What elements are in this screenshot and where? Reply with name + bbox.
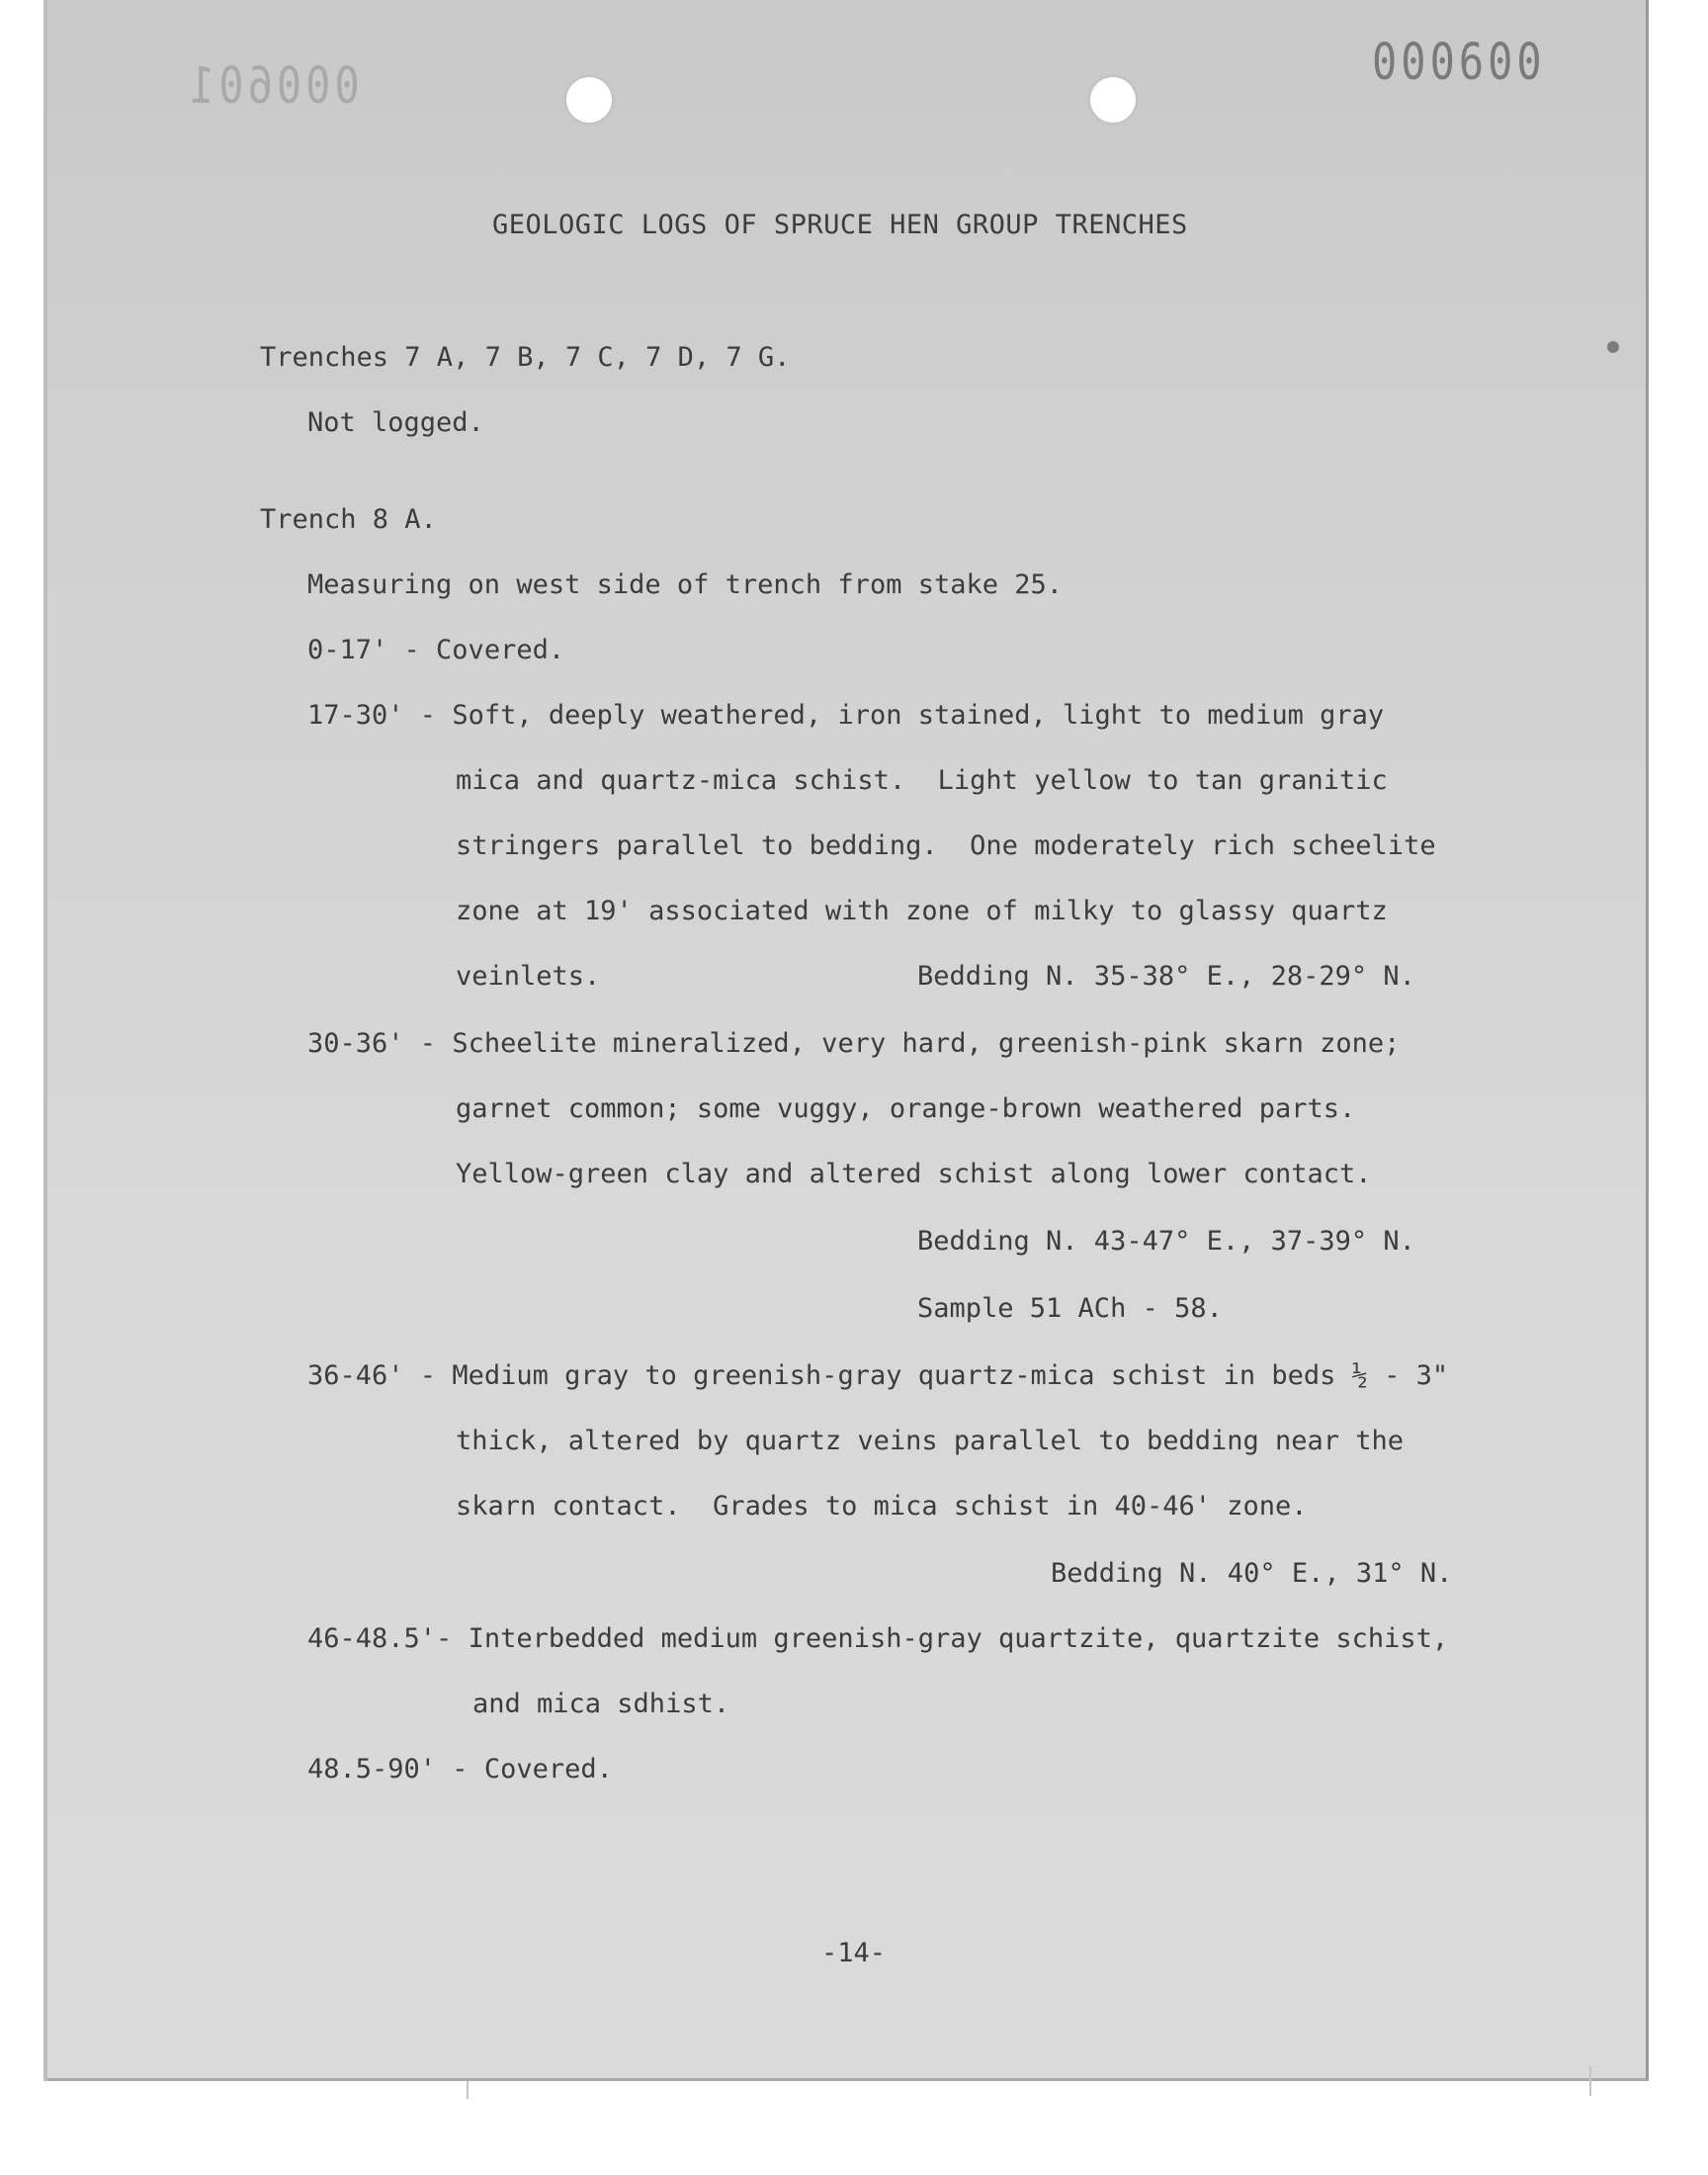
entry-continuation: Yellow-green clay and altered schist along lower contact. [456, 1159, 1372, 1189]
entry-continuation: garnet common; some vuggy, orange-brown weathered parts. [456, 1093, 1356, 1124]
document-number-stamp: 000600 [1372, 33, 1546, 91]
sample-id: Sample 51 ACh - 58. [917, 1293, 1223, 1324]
entry-text: Interbedded medium greenish-gray quartzite, quartzite schist, [468, 1623, 1449, 1654]
interval-label: 48.5-90' - [307, 1754, 484, 1784]
entry-continuation: mica and quartz-mica schist. Light yellow to tan granitic [456, 765, 1388, 796]
entry-text: Scheelite mineralized, very hard, greenish-pink skarn zone; [452, 1028, 1401, 1059]
bedding-measurement: Bedding N. 43-47° E., 37-39° N. [917, 1226, 1415, 1257]
paper-speck [1607, 341, 1619, 353]
log-entry-30-36 [307, 1028, 1400, 1060]
entry-continuation: stringers parallel to bedding. One moderately rich scheelite [456, 830, 1436, 861]
interval-label: 30-36' - [307, 1028, 453, 1059]
bedding-measurement: Bedding N. 40° E., 31° N. [1051, 1558, 1453, 1589]
log-entry-36-46 [307, 1360, 1448, 1392]
interval-label: 17-30' - [307, 700, 453, 731]
page-number: -14- [821, 1938, 887, 1968]
entry-text: Soft, deeply weathered, iron stained, light to medium gray [452, 700, 1385, 731]
entry-text: Medium gray to greenish-gray quartz-mica schist in beds ½ - 3" [452, 1360, 1449, 1391]
document-page [47, 0, 1649, 2081]
log-entry-17-30 [307, 700, 1384, 732]
entry-continuation: zone at 19' associated with zone of milky to glassy quartz [456, 896, 1388, 926]
entry-text: Covered. [436, 635, 565, 665]
measuring-note: Measuring on west side of trench from stake 25. [307, 569, 1064, 600]
entry-continuation: and mica sdhist. [472, 1689, 730, 1719]
bedding-measurement: Bedding N. 35-38° E., 28-29° N. [917, 961, 1415, 992]
log-entry-48-5-90 [307, 1754, 613, 1785]
entry-continuation: veinlets. [456, 961, 601, 992]
log-entry-0-17 [307, 635, 564, 666]
entry-continuation: skarn contact. Grades to mica schist in 40-46' zone. [456, 1491, 1308, 1522]
log-entry-46-48-5 [307, 1623, 1448, 1655]
trench-8a-heading: Trench 8 A. [260, 504, 437, 535]
punch-hole-left [566, 77, 612, 123]
interval-label: 46-48.5'- [307, 1623, 469, 1654]
scan-edge-mark [467, 2081, 469, 2099]
bleed-through-stamp: 000601 [186, 56, 360, 115]
interval-label: 36-46' - [307, 1360, 453, 1391]
trenches-7-note: Not logged. [307, 407, 484, 438]
entry-continuation: thick, altered by quartz veins parallel to bedding near the [456, 1426, 1405, 1456]
page-title: GEOLOGIC LOGS OF SPRUCE HEN GROUP TRENCHES [492, 210, 1188, 240]
interval-label: 0-17' - [307, 635, 437, 665]
punch-hole-right [1090, 77, 1136, 123]
trenches-7-heading: Trenches 7 A, 7 B, 7 C, 7 D, 7 G. [260, 342, 791, 373]
entry-text: Covered. [483, 1754, 613, 1784]
scan-edge-mark [1589, 2066, 1591, 2096]
